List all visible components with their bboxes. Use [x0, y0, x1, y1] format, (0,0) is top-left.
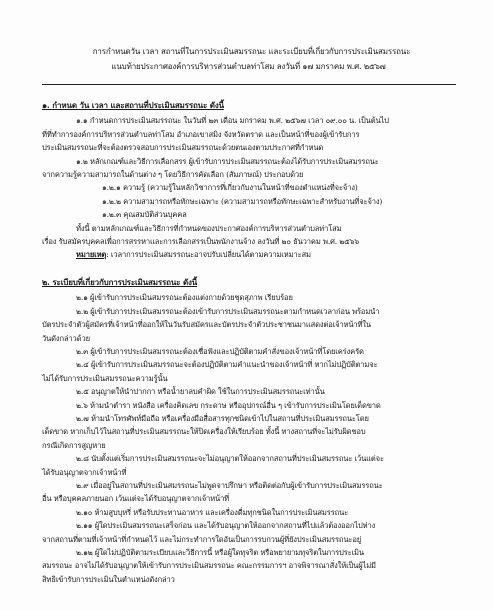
rule-line: เด็ดขาด หากเก็บไว้ในสถานที่ประเมินสมรรถนะให้ปิดเครื่องให้เรียบร้อย ทั้งนี้ ทางสถานที่จะไม่รับผิดชอบ	[42, 427, 366, 437]
rule-line: กรณีเกิดการสูญหาย	[42, 440, 106, 450]
section-2-body	[42, 291, 455, 586]
header-line-2: แนบท้ายประกาศองค์การบริหารส่วนตำบลท่าโสม ลงวันที่ ๑๗ มกราคม พ.ศ. ๒๕๖๗	[111, 62, 386, 71]
rule-line: ๒.๑ ผู้เข้ารับการประเมินสมรรถนะต้องแต่งกายด้วยชุดสุภาพ เรียบร้อย	[76, 293, 293, 303]
criteria-item: ๑.๒.๒ ความสามารถหรือทักษะเฉพาะ (ความสามารถหรือทักษะเฉพาะสำหรับงานที่จะจ้าง)	[102, 196, 383, 206]
header-line-1: การกำหนดวัน เวลา สถานที่ในการประเมินสมรรถนะ และระเบียบที่เกี่ยวกับการประเมินสมรรถนะ	[92, 47, 411, 56]
note	[42, 248, 455, 261]
text-line: ที่ที่ทำการองค์การบริหารส่วนตำบลท่าโสม อำเภอเขาสมิง จังหวัดตราด และเป็นหน้าที่ของผู้เข้ารับการ	[42, 129, 360, 139]
rule-line: จากสถานที่ตามที่เจ้าหน้าที่กำหนดไว้ และไม่กระทำการใดอันเป็นการรบกวนผู้ที่ยังประเมินสมรรถนะอยู่	[42, 534, 362, 544]
rule-line: ๒.๕ อนุญาตให้นำปากกา หรือน้ำยาลบคำผิด ใช้ในการประเมินสมรรถนะเท่านั้น	[76, 387, 325, 397]
rule-line: ๒.๗ ห้ามนำโทรศัพท์มือถือ หรือเครื่องมือสื่อสารทุกชนิดเข้าไปในสถานที่ประเมินสมรรถนะโดย	[76, 413, 369, 423]
rule-line: ๒.๒ ผู้เข้ารับการประเมินสมรรถนะต้องเข้ารับการประเมินสมรรถนะตามกำหนดเวลาก่อน พร้อมนำ	[76, 306, 380, 316]
header-divider	[42, 84, 456, 85]
rule-line: ไม่ได้รับการประเมินสมรรถนะความรู้นั้น	[42, 373, 168, 383]
rule-line: ได้รับอนุญาตจากเจ้าหน้าที่	[42, 467, 127, 477]
text-line: เรื่อง รับสมัครบุคคลเพื่อการสรรหาและการเลือกสรรเป็นพนักงานจ้าง ลงวันที่ ๒๐ ธันวาคม พ.ศ. ๒๕๖๖	[42, 237, 360, 247]
rule-line: ๒.๙ เมื่ออยู่ในสถานที่ประเมินสมรรถนะไม่พูดจาปรึกษา หรือติดต่อกับผู้เข้ารับการประเมินสมรรถนะ	[76, 480, 383, 490]
text-line: ประเมินสมรรถนะที่จะต้องตรวจสอบการประเมินสมรรถนะด้วยตนเองตามประกาศที่กำหนด	[42, 143, 324, 153]
rule-line: สมรรถนะ อาจไม่ได้รับอนุญาตให้เข้ารับการประเมินสมรรถนะ คณะกรรมการฯ อาจพิจารณาสั่งให้เป็นผู้ไม่มี	[42, 561, 376, 571]
rule-line: บัตรประจำตัวผู้สมัครที่เจ้าหน้าที่ออกให้ในวันรับสมัครและบัตรประจำตัวประชาชนมาแสดงต่อเจ้าหน้าที่ใน	[42, 320, 371, 330]
rule-line: อื่น หรือบุคคลภายนอก เว้นแต่จะได้รับอนุญาตจากเจ้าหน้าที่	[42, 494, 230, 504]
rule-line: สิทธิเข้ารับการประเมินในตำแหน่งดังกล่าว	[42, 574, 175, 584]
criteria-item: ๑.๒.๑ ความรู้ (ความรู้ในหลักวิชาการที่เกี่ยวกับงานในหน้าที่ของตำแหน่งที่จะจ้าง)	[102, 183, 358, 193]
rule-line: ๒.๖ ห้ามนำตำรา หนังสือ เครื่องคิดเลข กระดาษ หรืออุปกรณ์อื่น ๆ เข้ารับการประเมินโดยเด็ดขาด	[76, 400, 381, 410]
rule-line: ๒.๔ ผู้เข้ารับการประเมินสมรรถนะจะต้องปฏิบัติตามคำแนะนำของเจ้าหน้าที่ หากไม่ปฏิบัติตามจะ	[76, 360, 378, 370]
section-1-paragraph-2	[42, 155, 455, 182]
text-line: ๑.๑ กำหนดการประเมินสมรรถนะ ในวันที่ ๒๓ เดือน มกราคม พ.ศ. ๒๕๖๗ เวลา ๐๙.๐๐ น. เป็นต้นไป	[76, 116, 389, 126]
text-line: ทั้งนี้ ตามหลักเกณฑ์และวิธีการที่กำหนดของประกาศองค์การบริหารส่วนตำบลท่าโสม	[76, 223, 342, 233]
section-1-paragraph-3	[42, 222, 455, 249]
rule-line: ๒.๑๐ ห้ามสูบบุหรี่ หรือรับประทานอาหาร และเครื่องดื่มทุกชนิดในการประเมินสมรรถนะ	[76, 507, 349, 517]
section-2-title: ๒. ระเบียบที่เกี่ยวกับการประเมินสมรรถนะ ดังนี้	[42, 276, 198, 287]
section-1-title: ๑. กำหนด วัน เวลา และสถานที่ประเมินสมรรถนะ ดังนี้	[42, 100, 224, 110]
rule-line: ๒.๑๑ ผู้ใดประเมินสมรรถนะเสร็จก่อน และได้รับอนุญาตให้ออกจากสถานที่ไปแล้วต้องออกไปห่าง	[76, 521, 376, 531]
rule-line: ๒.๘ นับตั้งแต่เริ่มการประเมินสมรรถนะจะไม่อนุญาตให้ออกจากสถานที่ประเมินสมรรถนะ เว้นแต่จะ	[76, 454, 384, 464]
note-text: : เวลาการประเมินสมรรถนะอาจปรับเปลี่ยนได้ตามความเหมาะสม	[106, 250, 311, 260]
section-1-paragraph-1	[42, 114, 455, 154]
text-line: ๑.๒ หลักเกณฑ์และวิธีการเลือกสรร ผู้เข้ารับการประเมินสมรรถนะต้องได้รับการประเมินสมรรถนะ	[76, 156, 379, 166]
note-label: หมายเหตุ	[76, 250, 107, 260]
criteria-item: ๑.๒.๓ คุณสมบัติส่วนบุคคล	[102, 210, 187, 220]
rule-line: วันดังกล่าวด้วย	[42, 333, 90, 343]
rule-line: ๒.๓ ผู้เข้ารับการประเมินสมรรถนะต้องเชื่อฟังและปฏิบัติตามคำสั่งของเจ้าหน้าที่โดยเคร่งครัด	[76, 346, 364, 356]
criteria-list	[42, 181, 455, 221]
document-header	[42, 44, 455, 74]
text-line: จากความรู้ความสามารถในด้านต่าง ๆ โดยวิธีการคัดเลือก (สัมภาษณ์) ประกอบด้วย	[42, 170, 304, 180]
rule-line: ๒.๑๒ ผู้ใดไม่ปฏิบัติตามระเบียบและวิธีการนี้ หรือผู้ใดทุจริต หรือพยายามทุจริตในการประเมิน	[76, 548, 364, 557]
